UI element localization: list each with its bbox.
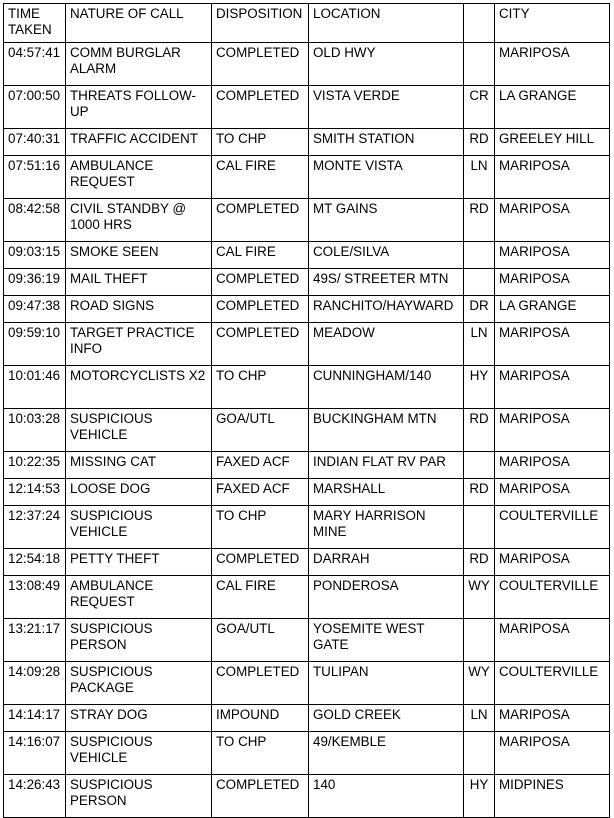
cell-time: 09:59:10 — [4, 323, 66, 366]
cell-time: 13:08:49 — [4, 576, 66, 619]
table-row — [4, 156, 610, 199]
cell-nature: SUSPICIOUS PERSON — [66, 775, 212, 818]
cell-suffix — [464, 43, 495, 86]
cell-disposition: FAXED ACF — [212, 452, 309, 479]
cell-nature: TARGET PRACTICE INFO — [66, 323, 212, 366]
cell-time: 10:03:28 — [4, 409, 66, 452]
cell-suffix: LN — [464, 705, 495, 732]
cell-suffix: WY — [464, 576, 495, 619]
table-row — [4, 705, 610, 732]
cell-disposition: COMPLETED — [212, 296, 309, 323]
cell-nature: AMBULANCE REQUEST — [66, 156, 212, 199]
cell-suffix: RD — [464, 409, 495, 452]
cell-city: MARIPOSA — [495, 452, 610, 479]
cell-nature: SUSPICIOUS PERSON — [66, 619, 212, 662]
cell-disposition: TO CHP — [212, 506, 309, 549]
cell-city: MARIPOSA — [495, 43, 610, 86]
cell-disposition: CAL FIRE — [212, 242, 309, 269]
table-row — [4, 775, 610, 818]
cell-suffix — [464, 452, 495, 479]
cell-time: 09:36:19 — [4, 269, 66, 296]
cell-city: MARIPOSA — [495, 323, 610, 366]
cell-suffix — [464, 506, 495, 549]
cell-city: MARIPOSA — [495, 479, 610, 506]
cell-suffix — [464, 242, 495, 269]
cell-time: 07:00:50 — [4, 86, 66, 129]
cell-time: 14:26:43 — [4, 775, 66, 818]
cell-location: PONDEROSA — [309, 576, 464, 619]
cell-city: COULTERVILLE — [495, 662, 610, 705]
cell-disposition: COMPLETED — [212, 549, 309, 576]
cell-suffix: DR — [464, 296, 495, 323]
cell-nature: ROAD SIGNS — [66, 296, 212, 323]
cell-disposition: COMPLETED — [212, 323, 309, 366]
cell-nature: TRAFFIC ACCIDENT — [66, 129, 212, 156]
cell-nature: SUSPICIOUS PACKAGE — [66, 662, 212, 705]
table-row — [4, 199, 610, 242]
table-row — [4, 506, 610, 549]
cell-disposition: COMPLETED — [212, 269, 309, 296]
cell-city: MARIPOSA — [495, 732, 610, 775]
table-body — [4, 43, 610, 818]
cell-nature: SUSPICIOUS VEHICLE — [66, 409, 212, 452]
cell-time: 12:37:24 — [4, 506, 66, 549]
table-row — [4, 86, 610, 129]
cell-location: MARSHALL — [309, 479, 464, 506]
cell-time: 14:16:07 — [4, 732, 66, 775]
table-row — [4, 479, 610, 506]
cell-location: SMITH STATION — [309, 129, 464, 156]
cell-disposition: TO CHP — [212, 129, 309, 156]
cell-disposition: GOA/UTL — [212, 619, 309, 662]
cell-location: BUCKINGHAM MTN — [309, 409, 464, 452]
cell-nature: PETTY THEFT — [66, 549, 212, 576]
cell-suffix — [464, 732, 495, 775]
cell-suffix: LN — [464, 156, 495, 199]
cell-suffix: RD — [464, 129, 495, 156]
cell-location: CUNNINGHAM/140 — [309, 366, 464, 409]
cell-location: COLE/SILVA — [309, 242, 464, 269]
cell-disposition: CAL FIRE — [212, 576, 309, 619]
cell-location: 140 — [309, 775, 464, 818]
table-row — [4, 732, 610, 775]
cell-location: 49S/ STREETER MTN — [309, 269, 464, 296]
cell-suffix — [464, 619, 495, 662]
cell-suffix: WY — [464, 662, 495, 705]
cell-location: RANCHITO/HAYWARD — [309, 296, 464, 323]
cell-city: COULTERVILLE — [495, 506, 610, 549]
cell-nature: MISSING CAT — [66, 452, 212, 479]
cell-nature: CIVIL STANDBY @ 1000 HRS — [66, 199, 212, 242]
cell-city: MARIPOSA — [495, 549, 610, 576]
table-row — [4, 409, 610, 452]
table-row — [4, 269, 610, 296]
cell-city: MARIPOSA — [495, 409, 610, 452]
cell-disposition: COMPLETED — [212, 43, 309, 86]
cell-suffix: LN — [464, 323, 495, 366]
cell-time: 09:03:15 — [4, 242, 66, 269]
header-disposition: DISPOSITION — [212, 4, 309, 43]
cell-time: 14:14:17 — [4, 705, 66, 732]
cell-disposition: GOA/UTL — [212, 409, 309, 452]
cell-city: LA GRANGE — [495, 86, 610, 129]
cell-disposition: TO CHP — [212, 366, 309, 409]
table-row — [4, 619, 610, 662]
cell-location: MEADOW — [309, 323, 464, 366]
cell-city: MARIPOSA — [495, 269, 610, 296]
cell-nature: SMOKE SEEN — [66, 242, 212, 269]
cell-disposition: TO CHP — [212, 732, 309, 775]
cell-disposition: COMPLETED — [212, 199, 309, 242]
table-row — [4, 366, 610, 409]
cell-city: MARIPOSA — [495, 199, 610, 242]
cell-location: 49/KEMBLE — [309, 732, 464, 775]
table-row — [4, 549, 610, 576]
cell-suffix: HY — [464, 366, 495, 409]
cell-location: TULIPAN — [309, 662, 464, 705]
cell-location: GOLD CREEK — [309, 705, 464, 732]
call-log-table — [3, 3, 610, 818]
table-row — [4, 662, 610, 705]
cell-time: 12:54:18 — [4, 549, 66, 576]
cell-suffix: RD — [464, 549, 495, 576]
cell-city: COULTERVILLE — [495, 576, 610, 619]
cell-time: 14:09:28 — [4, 662, 66, 705]
cell-city: LA GRANGE — [495, 296, 610, 323]
cell-time: 10:22:35 — [4, 452, 66, 479]
cell-city: MIDPINES — [495, 775, 610, 818]
cell-suffix: RD — [464, 199, 495, 242]
cell-location: MONTE VISTA — [309, 156, 464, 199]
cell-disposition: CAL FIRE — [212, 156, 309, 199]
cell-nature: LOOSE DOG — [66, 479, 212, 506]
cell-nature: MOTORCYCLISTS X2 — [66, 366, 212, 409]
cell-suffix — [464, 269, 495, 296]
cell-disposition: COMPLETED — [212, 662, 309, 705]
cell-suffix: HY — [464, 775, 495, 818]
cell-nature: SUSPICIOUS VEHICLE — [66, 506, 212, 549]
cell-time: 04:57:41 — [4, 43, 66, 86]
cell-nature: SUSPICIOUS VEHICLE — [66, 732, 212, 775]
cell-nature: THREATS FOLLOW-UP — [66, 86, 212, 129]
cell-city: MARIPOSA — [495, 705, 610, 732]
header-nature-of-call: NATURE OF CALL — [66, 4, 212, 43]
header-row — [4, 4, 610, 43]
cell-nature: AMBULANCE REQUEST — [66, 576, 212, 619]
cell-disposition: COMPLETED — [212, 86, 309, 129]
header-suffix — [464, 4, 495, 43]
cell-suffix: RD — [464, 479, 495, 506]
cell-location: VISTA VERDE — [309, 86, 464, 129]
cell-nature: STRAY DOG — [66, 705, 212, 732]
cell-location: OLD HWY — [309, 43, 464, 86]
cell-time: 08:42:58 — [4, 199, 66, 242]
cell-disposition: IMPOUND — [212, 705, 309, 732]
cell-time: 07:40:31 — [4, 129, 66, 156]
cell-location: MARY HARRISON MINE — [309, 506, 464, 549]
cell-location: MT GAINS — [309, 199, 464, 242]
cell-disposition: FAXED ACF — [212, 479, 309, 506]
table-row — [4, 242, 610, 269]
table-row — [4, 323, 610, 366]
header-city: CITY — [495, 4, 610, 43]
cell-city: MARIPOSA — [495, 366, 610, 409]
cell-disposition: COMPLETED — [212, 775, 309, 818]
cell-time: 07:51:16 — [4, 156, 66, 199]
table-row — [4, 296, 610, 323]
table-row — [4, 43, 610, 86]
cell-location: INDIAN FLAT RV PAR — [309, 452, 464, 479]
cell-nature: MAIL THEFT — [66, 269, 212, 296]
table-row — [4, 576, 610, 619]
header-location: LOCATION — [309, 4, 464, 43]
cell-suffix: CR — [464, 86, 495, 129]
table-row — [4, 129, 610, 156]
cell-location: DARRAH — [309, 549, 464, 576]
header-time-taken: TIME TAKEN — [4, 4, 66, 43]
cell-city: MARIPOSA — [495, 242, 610, 269]
cell-time: 13:21:17 — [4, 619, 66, 662]
table-row — [4, 452, 610, 479]
cell-city: MARIPOSA — [495, 619, 610, 662]
cell-city: MARIPOSA — [495, 156, 610, 199]
cell-time: 09:47:38 — [4, 296, 66, 323]
cell-nature: COMM BURGLAR ALARM — [66, 43, 212, 86]
cell-time: 10:01:46 — [4, 366, 66, 409]
cell-location: YOSEMITE WEST GATE — [309, 619, 464, 662]
cell-city: GREELEY HILL — [495, 129, 610, 156]
cell-time: 12:14:53 — [4, 479, 66, 506]
